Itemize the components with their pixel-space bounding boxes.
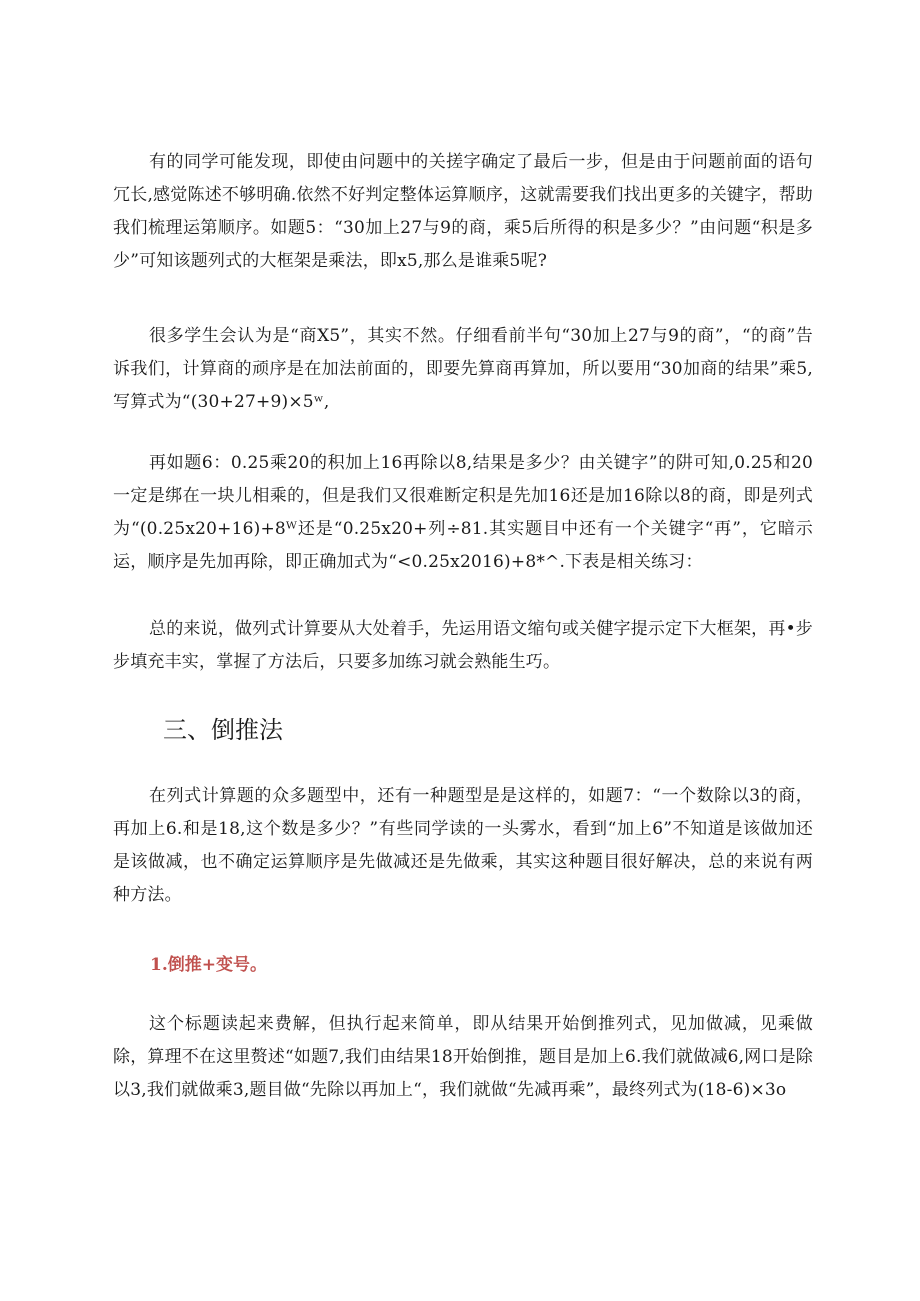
paragraph-1: 有的同学可能发现，即使由问题中的关搓字确定了最后一步，但是由于问题前面的语句冗长,感觉陈述不够明确.依然不好判定整体运算顺序，这就需要我们找出更多的关键字，帮助我们梳理运第顺序。如题5：“30加上27与9的商，乘5后所得的积是多少？”由问题“积是多少”可知该题列式的大框架是乘法，即x5,那么是谁乘5呢? [113,152,813,271]
section-heading: 三、倒推法 [163,716,283,744]
paragraph-5: 在列式计算题的众多题型中，还有一种题型是是这样的，如题7：“一个数除以3的商，再加上6.和是18,这个数是多少？”有些同学读的一头雾水，看到“加上6”不知道是该做加还是该做减，也不确定运算顺序是先做减还是先做乘，其实这种题目很好解决，总的来说有两种方法。 [113,786,813,905]
paragraph-3: 再如题6：0.25乘20的积加上16再除以8,结果是多少？由关键字”的阱可知,0.25和20一定是绑在一块儿相乘的，但是我们又很难断定积是先加16还是加16除以8的商，即是列式为“(0.25x20+16)+8ᵂ还是“0.25x20+列÷81.其实题目中还有一个关键字“再”，它暗示运，顺序是先加再除，即正确加式为“<0.25x2016)+8*^.下表是相关练习： [113,453,813,572]
paragraph-4: 总的来说，做列式计算要从大处着手，先运用语文缩句或关健字提示定下大框架，再•步步填充丰实，掌握了方法后，只要多加练习就会熟能生巧。 [113,619,813,672]
paragraph-2: 很多学生会认为是“商X5”，其实不然。仔细看前半句“30加上27与9的商”，“的商”告诉我们，计算商的顽序是在加法前面的，即要先算商再算加，所以要用“30加商的结果”乘5,写算式为“(30+27+9)×5ʷ, [113,326,813,412]
paragraph-6: 这个标题读起来费解，但执行起来简单，即从结果开始倒推列式，见加做减，见乘做除，算理不在这里赘述“如题7,我们由结果18开始倒推，题目是加上6.我们就做减6,网口是除以3,我们就做乘3,题目做“先除以再加上“，我们就做“先减再乘”，最终列式为(18-6)×3o [113,1014,813,1100]
sub-heading: 1.倒推+变号。 [150,955,267,975]
